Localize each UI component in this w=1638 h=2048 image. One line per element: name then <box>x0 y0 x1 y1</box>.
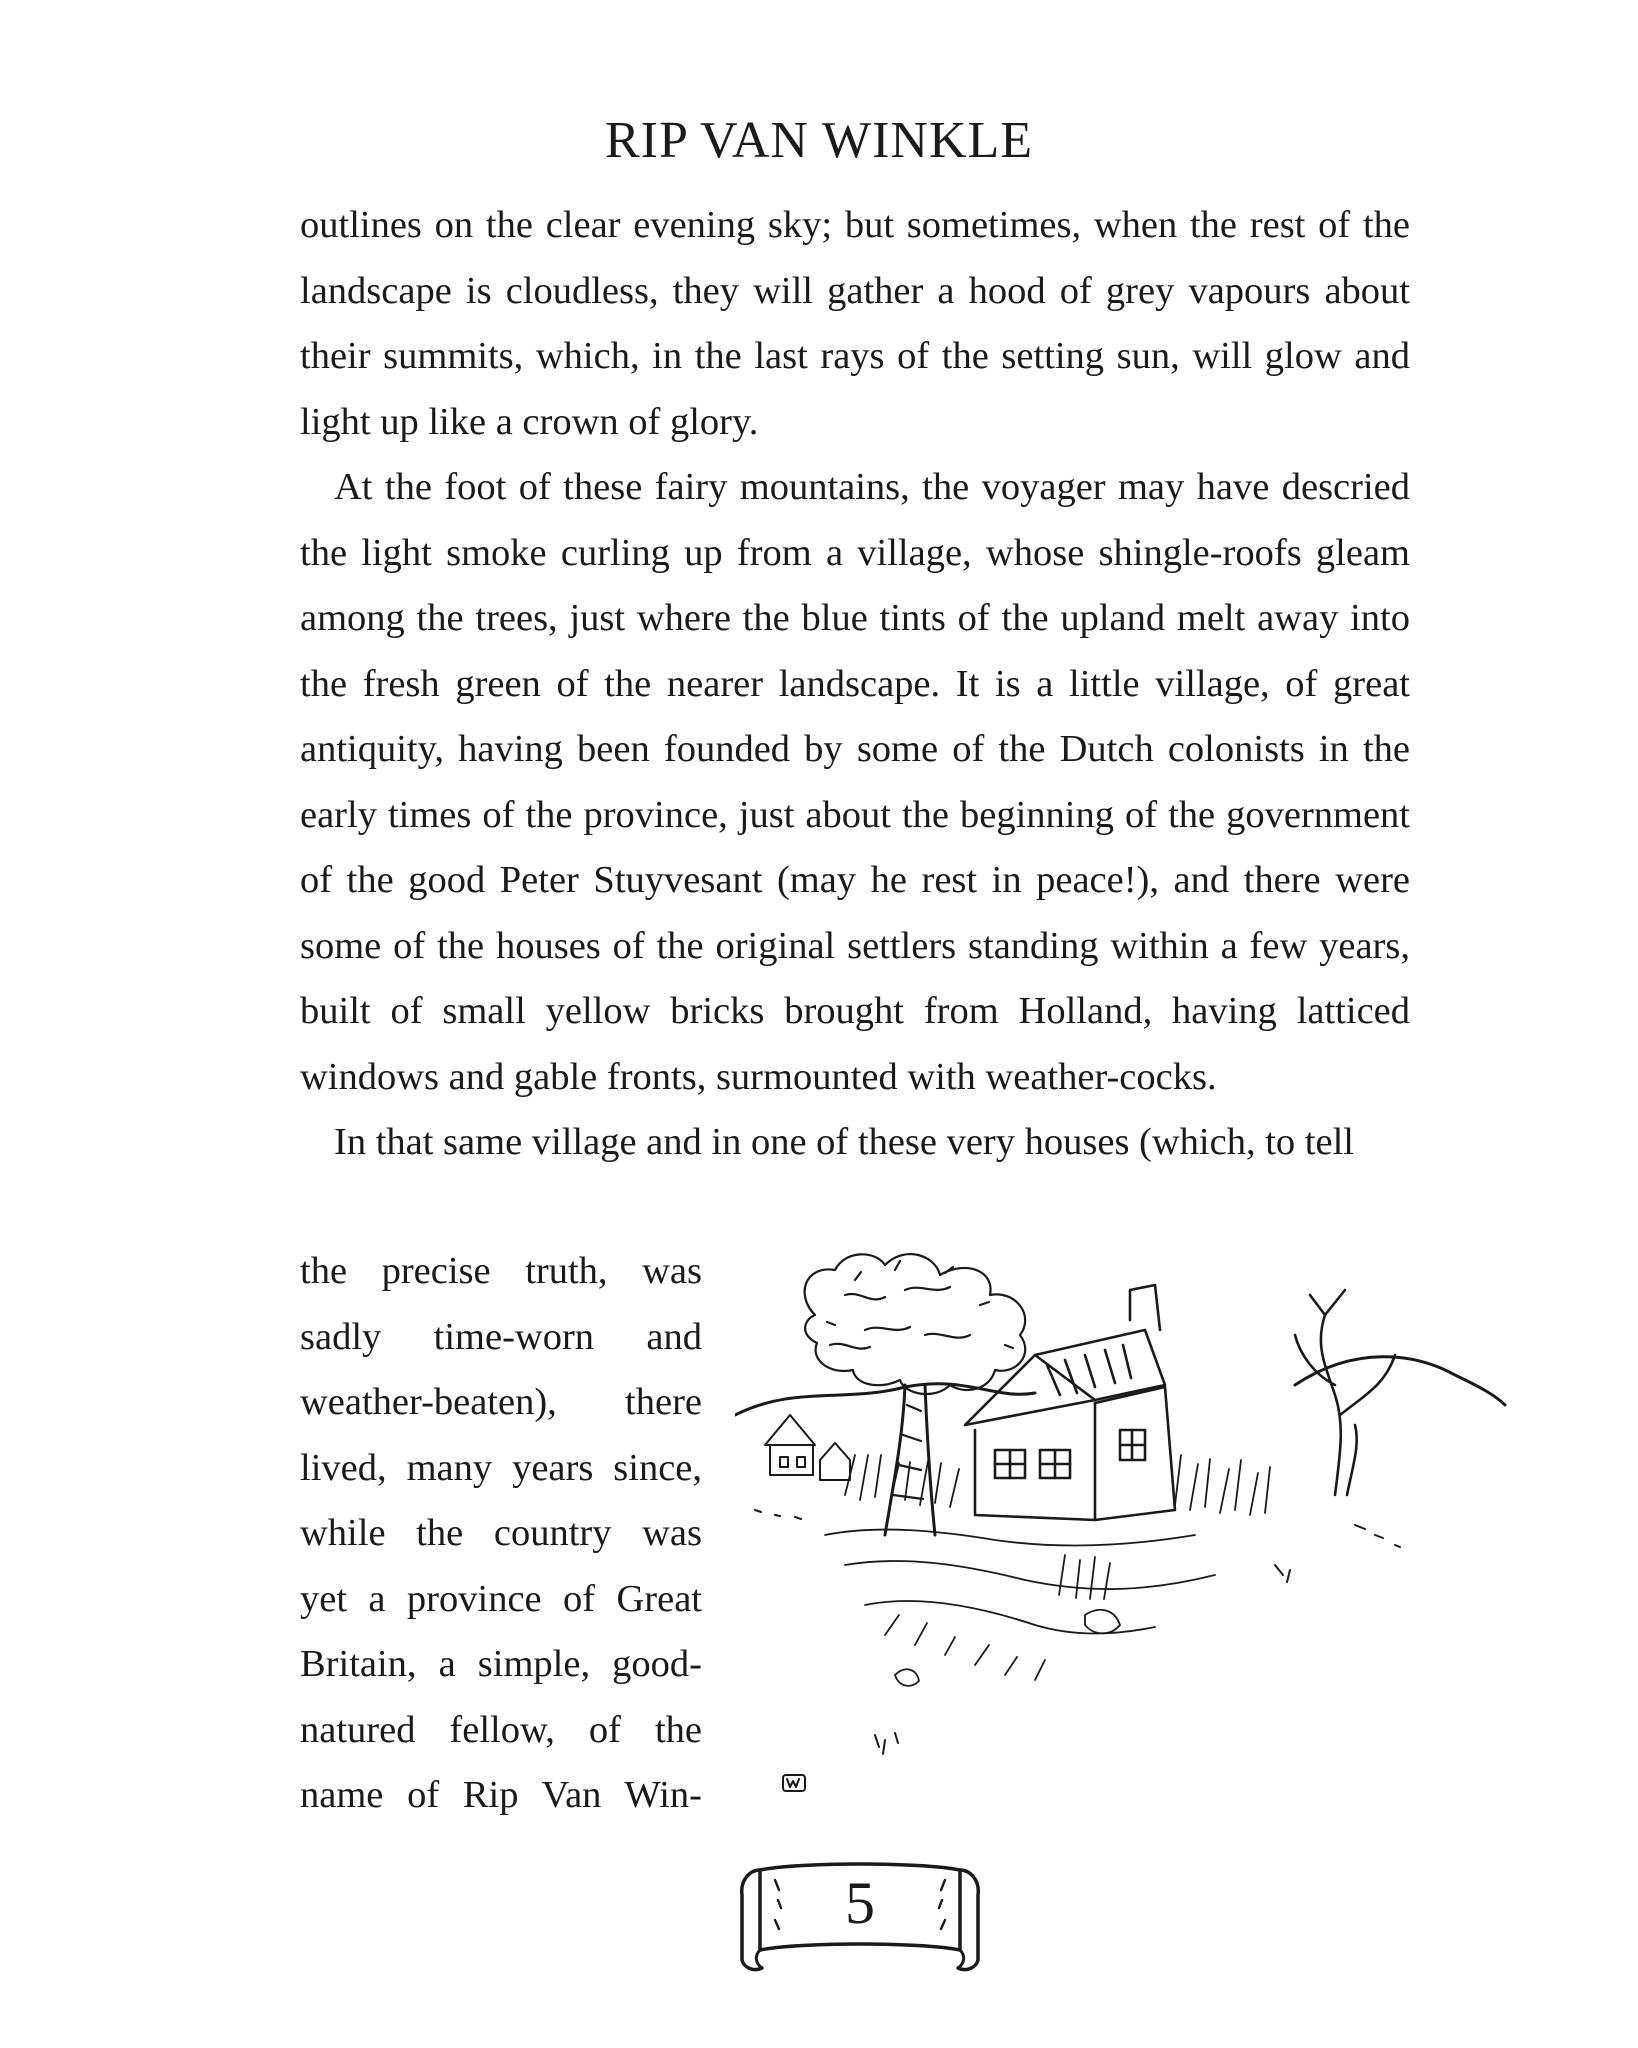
distant-houses <box>765 1415 850 1480</box>
text-line: weather-beaten), there <box>300 1381 702 1423</box>
paragraph: outlines on the clear evening sky; but sometimes, when the rest of the landscape is cloudless, they will gather a hood of grey vapours about their summits, which, in the last rays of the setting sun, will glow and light up like a crown of glory. <box>300 204 1410 443</box>
wrapped-text-column <box>300 1239 702 1829</box>
body-text <box>300 193 1410 1176</box>
text-line: lived, many years since, <box>300 1446 702 1489</box>
text-line: natured fellow, of the <box>300 1708 702 1751</box>
monogram-mark <box>783 1775 805 1791</box>
text-line: yet a province of Great <box>300 1577 702 1620</box>
paragraph-lead-line: In that same village and in one of these very houses (which, to tell <box>334 1121 1354 1163</box>
text-line: while the country was <box>300 1512 702 1554</box>
cottage-illustration <box>735 1235 1515 1820</box>
text-line: name of Rip Van Win- <box>300 1774 702 1816</box>
text-line: sadly time-worn and <box>300 1315 702 1358</box>
text-line: the precise truth, was <box>300 1250 702 1292</box>
cottage <box>965 1285 1175 1520</box>
page-number: 5 <box>845 1870 875 1936</box>
text-line: Britain, a simple, good- <box>300 1643 702 1685</box>
running-title: RIP VAN WINKLE <box>604 112 1034 169</box>
bare-tree <box>1295 1290 1395 1495</box>
paragraph: At the foot of these fairy mountains, the voyager may have descried the light smoke curling up from a village, whose shingle-roofs gleam among the trees, just where the blue tints of the upland melt away into the fresh green of the nearer landscape. It is a little village, of great antiquity, having been founded by some of the Dutch colonists in the early times of the province, just about the beginning of the government of the good Peter Stuyvesant (may he rest in peace!), and there were some of the houses of the original settlers standing within a few years, built of small yellow bricks brought from Holland, having latticed windows and gable fronts, surmounted with weather-cocks. <box>300 466 1410 1098</box>
